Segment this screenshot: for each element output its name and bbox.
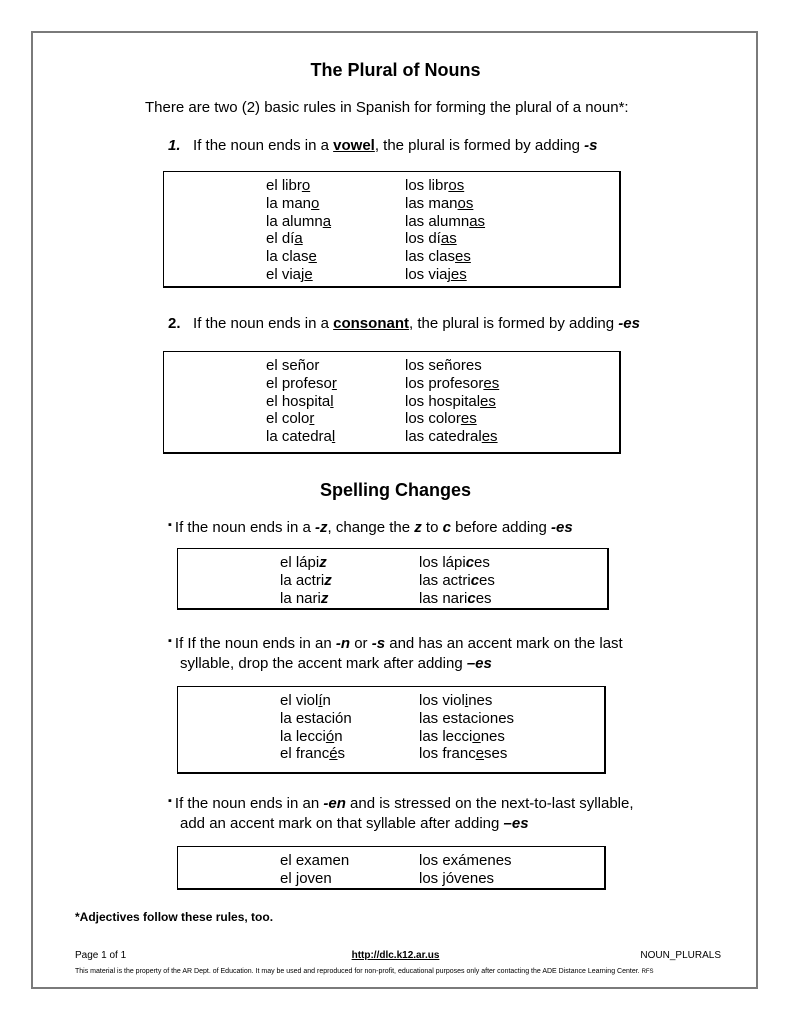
table-row: el viaje [266, 265, 313, 283]
table-row: el color [266, 410, 315, 428]
table-row: los exámenes [419, 852, 512, 869]
spelling-accent-add-plurals [419, 852, 512, 888]
spelling-accent-drop-singulars [280, 692, 352, 763]
rule-1-singulars [266, 177, 331, 284]
table-row: las catedrales [405, 428, 498, 446]
spelling-z-singulars [280, 554, 332, 607]
table-row: las lecciones [419, 727, 505, 745]
table-row: las estaciones [419, 709, 515, 727]
spelling-rule-accent-add-line2: add an accent mark on that syllable after adding –es [180, 815, 529, 832]
rule-1-suffix: -s [584, 137, 598, 154]
table-row: el francés [280, 745, 346, 763]
rule-1-examples-box [163, 171, 621, 288]
bullet-icon: ▪ [168, 635, 172, 647]
spelling-rule-accent-add: ▪ If the noun ends in an -en and is stressed on the next-to-last syllable, [168, 795, 634, 812]
table-row: la actriz [280, 571, 332, 589]
rule-1-key: vowel [333, 137, 375, 154]
spelling-changes-heading: Spelling Changes [319, 480, 472, 500]
table-row: las clases [405, 248, 471, 266]
table-row: la estación [280, 709, 352, 727]
table-row: los señores [405, 357, 482, 374]
table-row: el examen [280, 852, 350, 869]
footer-link[interactable]: http://dlc.k12.ar.us [351, 950, 440, 961]
rule-1-plurals [405, 177, 485, 284]
spelling-rule-accent-drop-line2: syllable, drop the accent mark after adding –es [180, 655, 492, 672]
table-row: el profesor [266, 374, 337, 392]
spelling-accent-drop-plurals [419, 692, 514, 763]
table-row: la mano [266, 194, 320, 212]
table-row: el joven [280, 869, 332, 887]
intro-text: There are two (2) basic rules in Spanish for forming the plural of a noun*: [145, 99, 629, 116]
rule-1-pre: If the noun ends in a [193, 137, 334, 154]
table-row: las manos [405, 194, 474, 212]
table-row: la nariz [280, 589, 329, 607]
rule-1-number: 1. [168, 137, 181, 154]
table-row: los colores [405, 410, 477, 428]
table-row: el lápiz [280, 554, 327, 571]
table-row: el señor [266, 357, 320, 374]
spelling-accent-drop-examples-box [177, 686, 606, 774]
table-row: las narices [419, 589, 492, 607]
table-row: los lápices [419, 554, 490, 571]
page-number: Page 1 of 1 [75, 950, 127, 961]
rule-1-post: , the plural is formed by adding [374, 137, 585, 154]
rule-2-pre: If the noun ends in a [193, 315, 334, 332]
table-row: los viajes [405, 265, 467, 283]
spelling-accent-add-singulars [280, 852, 349, 888]
table-row: los franceses [419, 745, 508, 763]
table-row: las actrices [419, 571, 495, 589]
table-row: los días [405, 230, 457, 248]
table-row: los hospitales [405, 392, 496, 410]
table-row: las alumnas [405, 212, 486, 230]
rule-2-plurals [405, 357, 499, 446]
table-row: la alumna [266, 212, 332, 230]
page-title: The Plural of Nouns [310, 60, 481, 80]
table-row: el libro [266, 177, 311, 194]
rule-2-examples-box [163, 351, 621, 454]
table-row: el hospital [266, 392, 334, 410]
rule-2-singulars [266, 357, 337, 446]
spelling-z-examples-box [177, 548, 609, 610]
table-row: la clase [266, 248, 317, 266]
bullet-icon: ▪ [168, 519, 172, 531]
spelling-accent-add-examples-box [177, 846, 606, 890]
table-row: los libros [405, 177, 465, 194]
bullet-icon: ▪ [168, 795, 172, 807]
rule-2-key: consonant [333, 315, 409, 332]
spelling-z-plurals [419, 554, 495, 607]
rule-2-post: , the plural is formed by adding [408, 315, 619, 332]
rule-1 [168, 137, 597, 154]
rule-2 [168, 315, 640, 332]
copyright-notice: This material is the property of the AR Dept. of Education. It may be used and reproduced for non-profit, educational purposes only after contacting the ADE Distance Learning Center. RFS [75, 968, 654, 975]
table-row: el violín [280, 692, 331, 709]
rule-2-number: 2. [168, 315, 181, 332]
spelling-rule-z: ▪ If the noun ends in a -z, change the z to c before adding -es [168, 519, 573, 536]
table-row: la catedral [266, 428, 336, 446]
rule-2-suffix: -es [618, 315, 640, 332]
table-row: los violines [419, 692, 493, 709]
spelling-rule-accent-drop: ▪ If If the noun ends in an -n or -s and has an accent mark on the last [168, 635, 623, 652]
table-row: los profesores [405, 374, 500, 392]
table-row: el día [266, 230, 303, 248]
table-row: la lección [280, 727, 343, 745]
document-code: NOUN_PLURALS [640, 950, 721, 961]
adjectives-footnote: *Adjectives follow these rules, too. [75, 910, 274, 924]
table-row: los jóvenes [419, 869, 495, 887]
